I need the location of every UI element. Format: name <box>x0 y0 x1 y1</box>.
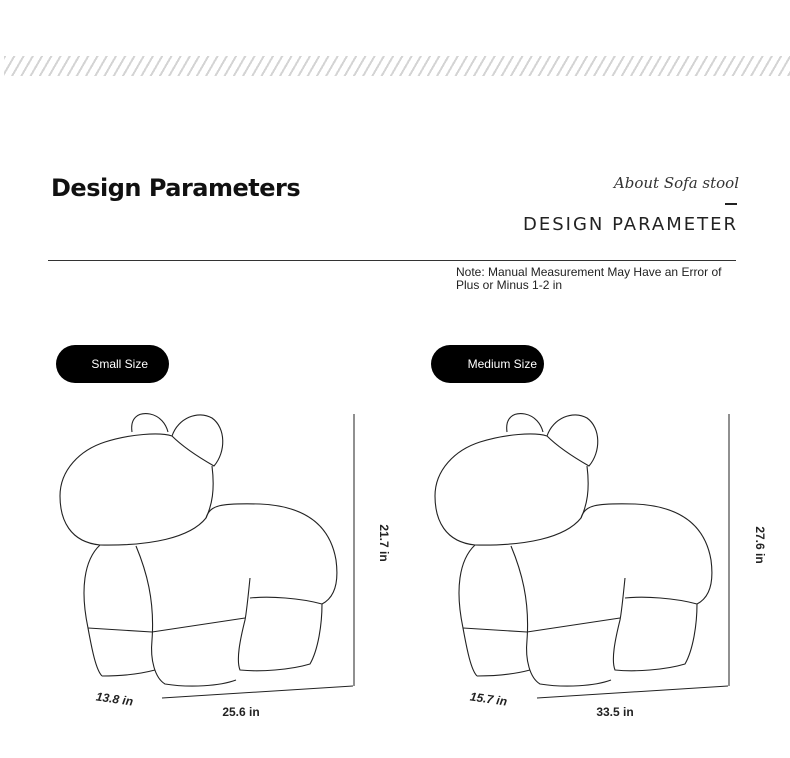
medium-width-line <box>537 686 728 698</box>
small-height-label: 21.7 in <box>377 524 391 562</box>
small-depth-label: 13.8 in <box>95 689 135 709</box>
about-label: About Sofa stool <box>613 174 739 192</box>
medium-size-badge: Medium Size <box>431 345 544 383</box>
page-title: Design Parameters <box>51 174 301 202</box>
small-width-line <box>162 686 353 698</box>
medium-stool-drawing <box>435 414 767 719</box>
small-stool-drawing <box>60 414 391 719</box>
small-width-label: 25.6 in <box>222 705 260 719</box>
section-subtitle: DESIGN PARAMETER <box>523 214 738 235</box>
medium-width-label: 33.5 in <box>596 705 634 719</box>
medium-height-label: 27.6 in <box>753 526 767 564</box>
medium-depth-label: 15.7 in <box>469 689 509 709</box>
measurement-note: Note: Manual Measurement May Have an Error of Plus or Minus 1-2 in <box>456 265 722 292</box>
small-size-badge: Small Size <box>56 345 169 383</box>
